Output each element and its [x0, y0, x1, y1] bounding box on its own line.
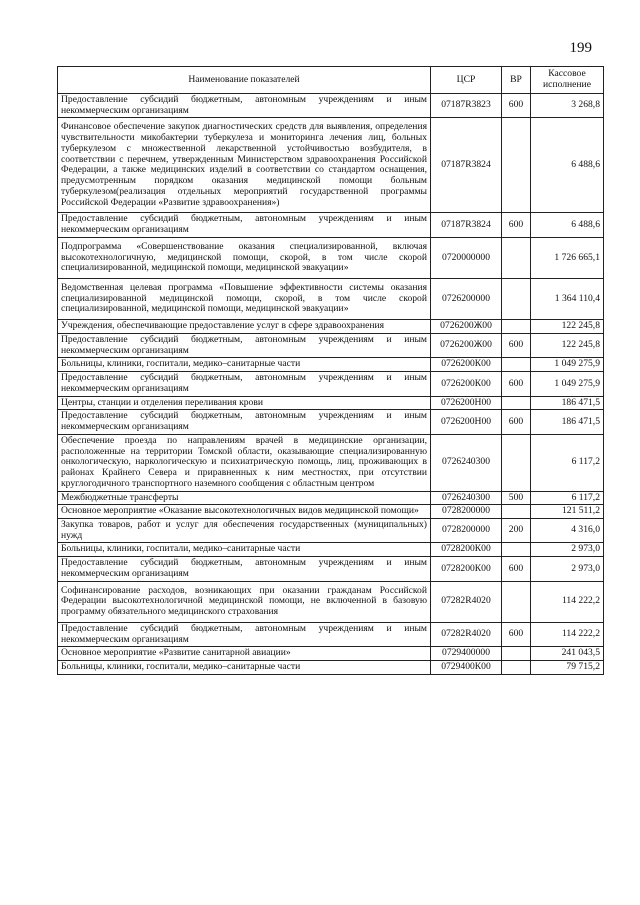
- row-name: Предоставление субсидий бюджетным, автономным учреждениям и иным некоммерческим организациям: [58, 333, 431, 357]
- row-name: Обеспечение проезда по направлениям врачей в медицинские организации, расположенные на территории Томской области, оказывающие специализированную онкологическую, наркологическую и психиатрическую помощь, лиц, проживающих в районах Крайнего Севера и приравненных к ним местностях, при отсутствии круглогодичного транспортного наземного сообщения с областным центром: [58, 434, 431, 491]
- row-vr: [502, 581, 531, 622]
- row-sum: 6 117,2: [531, 434, 604, 491]
- row-csr: 0726240300: [431, 434, 502, 491]
- row-vr: 600: [502, 333, 531, 357]
- table-row: [58, 94, 604, 118]
- row-vr: 600: [502, 410, 531, 434]
- table-row: [58, 491, 604, 505]
- row-csr: 0728200000: [431, 505, 502, 519]
- row-vr: 600: [502, 557, 531, 581]
- header-csr: ЦСР: [431, 67, 502, 94]
- row-vr: [502, 661, 531, 675]
- row-sum: 1 726 665,1: [531, 237, 604, 278]
- row-sum: 122 245,8: [531, 320, 604, 334]
- table-row: [58, 518, 604, 542]
- row-vr: [502, 279, 531, 320]
- row-name: Предоставление субсидий бюджетным, автономным учреждениям и иным некоммерческим организациям: [58, 622, 431, 646]
- row-vr: 600: [502, 372, 531, 396]
- row-vr: [502, 434, 531, 491]
- row-sum: 114 222,2: [531, 581, 604, 622]
- row-sum: 1 049 275,9: [531, 358, 604, 372]
- row-name: Предоставление субсидий бюджетным, автономным учреждениям и иным некоммерческим организациям: [58, 213, 431, 237]
- row-name: Основное мероприятие «Оказание высокотехнологичных видов медицинской помощи»: [58, 505, 431, 519]
- row-sum: 2 973,0: [531, 557, 604, 581]
- table-row: [58, 372, 604, 396]
- table-body: [58, 94, 604, 675]
- row-name: Больницы, клиники, госпитали, медико–санитарные части: [58, 661, 431, 675]
- row-sum: 79 715,2: [531, 661, 604, 675]
- row-csr: 0728200К00: [431, 543, 502, 557]
- row-csr: 0726200Н00: [431, 410, 502, 434]
- header-name: Наименование показателей: [58, 67, 431, 94]
- row-csr: 0728200000: [431, 518, 502, 542]
- row-csr: 0726200000: [431, 279, 502, 320]
- table-row: [58, 557, 604, 581]
- row-csr: 0726200Ж00: [431, 333, 502, 357]
- row-name: Закупка товаров, работ и услуг для обеспечения государственных (муниципальных) нужд: [58, 518, 431, 542]
- table-row: [58, 237, 604, 278]
- row-name: Предоставление субсидий бюджетным, автономным учреждениям и иным некоммерческим организациям: [58, 410, 431, 434]
- table-row: [58, 358, 604, 372]
- table-row: [58, 333, 604, 357]
- row-vr: [502, 505, 531, 519]
- row-vr: [502, 358, 531, 372]
- row-name: Финансовое обеспечение закупок диагностических средств для выявления, определения чувствительности микобактерии туберкулеза и мониторинга лечения лиц, больных туберкулезом с множественной лекарственной устойчивостью возбудителя, в соответствии с перечнем, утвержденным Министерством здравоохранения Российской Федерации, а также медицинских изделий в соответствии со стандартом оснащения, предусмотренным порядком оказания медицинской помощи больным туберкулезом(реализация отдельных мероприятий государственной программы Российской Федерации «Развитие здравоохранения»): [58, 118, 431, 213]
- row-vr: 600: [502, 94, 531, 118]
- row-csr: 07187R3824: [431, 213, 502, 237]
- table-row: [58, 505, 604, 519]
- row-vr: [502, 647, 531, 661]
- row-sum: 6 117,2: [531, 491, 604, 505]
- row-sum: 6 488,6: [531, 213, 604, 237]
- row-csr: 0726200Ж00: [431, 320, 502, 334]
- table-row: [58, 647, 604, 661]
- row-name: Учреждения, обеспечивающие предоставление услуг в сфере здравоохранения: [58, 320, 431, 334]
- row-csr: 07282R4020: [431, 622, 502, 646]
- row-sum: 241 043,5: [531, 647, 604, 661]
- row-sum: 186 471,5: [531, 410, 604, 434]
- table-row: [58, 279, 604, 320]
- row-csr: 0726200К00: [431, 372, 502, 396]
- row-name: Больницы, клиники, госпитали, медико–санитарные части: [58, 358, 431, 372]
- row-name: Софинансирование расходов, возникающих при оказании гражданам Российской Федерации высокотехнологичной медицинской помощи, не включенной в базовую программу обязательного медицинского страхования: [58, 581, 431, 622]
- table-row: [58, 543, 604, 557]
- table-row: [58, 581, 604, 622]
- row-vr: 200: [502, 518, 531, 542]
- row-sum: 122 245,8: [531, 333, 604, 357]
- row-vr: 600: [502, 622, 531, 646]
- table-row: [58, 320, 604, 334]
- page-number: 199: [569, 40, 592, 56]
- row-name: Предоставление субсидий бюджетным, автономным учреждениям и иным некоммерческим организациям: [58, 557, 431, 581]
- row-name: Предоставление субсидий бюджетным, автономным учреждениям и иным некоммерческим организациям: [58, 94, 431, 118]
- row-name: Межбюджетные трансферты: [58, 491, 431, 505]
- table-row: [58, 410, 604, 434]
- row-csr: 0729400000: [431, 647, 502, 661]
- row-vr: 600: [502, 213, 531, 237]
- row-csr: 07187R3824: [431, 118, 502, 213]
- row-name: Больницы, клиники, госпитали, медико–санитарные части: [58, 543, 431, 557]
- row-vr: [502, 237, 531, 278]
- table-header-row: [58, 67, 604, 94]
- row-name: Основное мероприятие «Развитие санитарной авиации»: [58, 647, 431, 661]
- row-sum: 186 471,5: [531, 396, 604, 410]
- row-sum: 121 511,2: [531, 505, 604, 519]
- table-row: [58, 118, 604, 213]
- row-vr: [502, 543, 531, 557]
- row-csr: 0729400К00: [431, 661, 502, 675]
- row-vr: 500: [502, 491, 531, 505]
- table-row: [58, 661, 604, 675]
- row-name: Ведомственная целевая программа «Повышение эффективности системы оказания специализированной медицинской помощи, скорой, в том числе скорой специализированной, медицинской помощи, медицинской эвакуации»: [58, 279, 431, 320]
- table-row: [58, 396, 604, 410]
- budget-table: [57, 66, 604, 675]
- table-row: [58, 622, 604, 646]
- row-vr: [502, 320, 531, 334]
- header-vr: ВР: [502, 67, 531, 94]
- row-csr: 0720000000: [431, 237, 502, 278]
- row-sum: 1 049 275,9: [531, 372, 604, 396]
- row-name: Подпрограмма «Совершенствование оказания специализированной, включая высокотехнологичную, медицинской помощи, скорой, в том числе скорой специализированной, медицинской помощи, медицинской эвакуации»: [58, 237, 431, 278]
- table-row: [58, 434, 604, 491]
- row-csr: 07187R3823: [431, 94, 502, 118]
- row-vr: [502, 118, 531, 213]
- row-name: Центры, станции и отделения переливания крови: [58, 396, 431, 410]
- row-name: Предоставление субсидий бюджетным, автономным учреждениям и иным некоммерческим организациям: [58, 372, 431, 396]
- row-csr: 0726200Н00: [431, 396, 502, 410]
- table-row: [58, 213, 604, 237]
- row-csr: 07282R4020: [431, 581, 502, 622]
- row-csr: 0728200К00: [431, 557, 502, 581]
- header-sum: Кассовое исполнение: [531, 67, 604, 94]
- row-sum: 4 316,0: [531, 518, 604, 542]
- row-sum: 114 222,2: [531, 622, 604, 646]
- row-sum: 2 973,0: [531, 543, 604, 557]
- row-vr: [502, 396, 531, 410]
- row-sum: 6 488,6: [531, 118, 604, 213]
- row-csr: 0726240300: [431, 491, 502, 505]
- row-sum: 1 364 110,4: [531, 279, 604, 320]
- row-sum: 3 268,8: [531, 94, 604, 118]
- row-csr: 0726200К00: [431, 358, 502, 372]
